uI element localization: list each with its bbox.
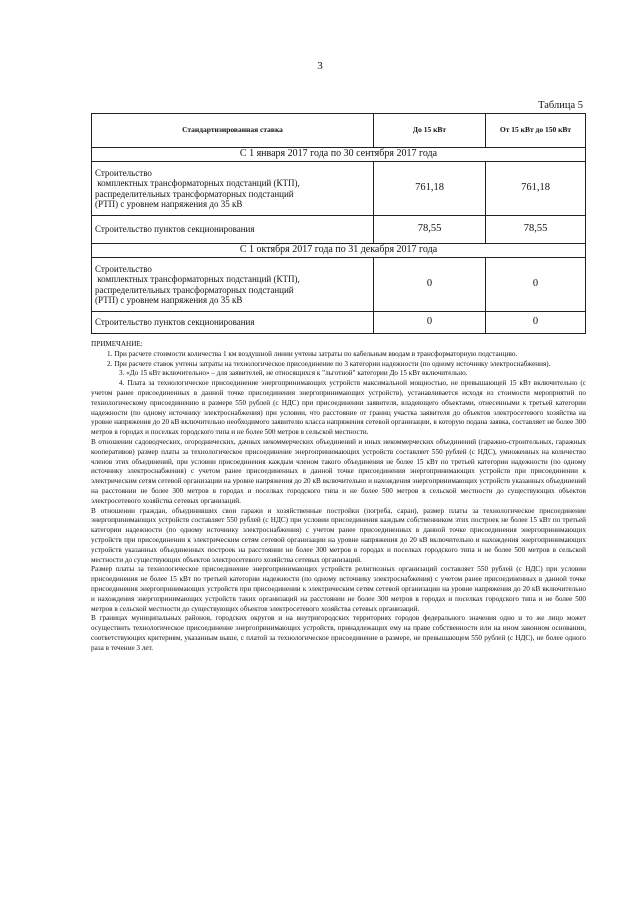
page-number: 3 [317,60,323,72]
table-caption: Таблица 5 [538,100,583,111]
notes-heading: ПРИМЕЧАНИЕ: [91,340,143,348]
note-item: 4. Плата за технологическое присоединение энергопринимающих устройств максимальной мощностью, не превышающей 15 кВт включительно (с учетом ранее присоединенных в данной точке присоединения энергопринимающих устройств), устанавливается исходя из стоимости мероприятий по технологическому присоединению в размере 550 рублей (с НДС) при присоединении заявителя, владеющего объектами, отнесенными к третьей категории надежности (по одному источнику электроснабжения) при условии, что расстояние от границ участка заявителя до объектов электросетевого хозяйства на уровне напряжения до 20 кВ включительно необходимого заявителю класса напряжения сетевой организации, в которую подана заявка, составляет не более 300 метров в городах и поселках городского типа и не более 500 метров в сельской местности. [91,379,586,437]
row-name [92,162,374,216]
tariff-table [91,113,586,334]
period-label: С 1 января 2017 года по 30 сентября 2017 года [92,148,586,162]
row-name-line: распределительных трансформаторных подстанций [95,188,294,199]
value-15-to-150kw: 0 [486,312,586,334]
header-15-to-150kw: От 15 кВт до 150 кВт [486,114,586,148]
table-row [92,258,586,312]
table-header-row [92,114,586,148]
value-15-to-150kw: 78,55 [486,216,586,244]
period-row [92,148,586,162]
row-name-line: комплектных трансформаторных подстанций (КТП), [95,178,300,188]
value-up-to-15kw: 0 [374,258,486,312]
note-paragraph: В границах муниципальных районов, городских округов и на внутригородских территориях городов федерального значения одно и то же лицо может осуществить технологическое присоединение энергопринимающих устройств, принадлежащих ему на праве собственности или на ином законном основании, соответствующих критериям, указанным выше, с платой за технологическое присоединение в размере, не превышающем 550 рублей (с НДС), не более одного раза в течение 3 лет. [91,614,586,652]
value-up-to-15kw: 0 [374,312,486,334]
note-item: 3. «До 15 кВт включительно» – для заявителей, не относящихся к "льготной" категории До 15 кВт включительно. [119,369,468,378]
table-row [92,162,586,216]
header-up-to-15kw: До 15 кВт [374,114,486,148]
row-name-line: распределительных трансформаторных подстанций [95,284,294,295]
table-row [92,216,586,244]
row-name-line: Строительство пунктов секционирования [95,317,255,328]
row-name-line: комплектных трансформаторных подстанций (КТП), [95,274,300,284]
value-15-to-150kw: 761,18 [486,162,586,216]
note-paragraph: Размер платы за технологическое присоединение энергопринимающих устройств религиозных организаций составляет 550 рублей (с НДС) при условии присоединения не более 15 кВт по третьей категории надежности (по одному источнику электроснабжения) с учетом ранее присоединенных в данной точке присоединения энергопринимающих устройств при присоединении к электрическим сетям сетевой организации на уровне напряжения до 20 кВ включительно и нахождения энергопринимающих устройств таких организаций на расстоянии не более 300 метров в городах и поселках городского типа и не более 500 метров в сельской местности до существующих объектов электросетевого хозяйства сетевых организаций. [91,565,586,613]
table-row [92,312,586,334]
row-name-line: (РТП) с уровнем напряжения до 35 кВ [95,199,243,209]
period-label: С 1 октября 2017 года по 31 декабря 2017 года [92,244,586,258]
row-name-line: (РТП) с уровнем напряжения до 35 кВ [95,295,243,305]
value-up-to-15kw: 78,55 [374,216,486,244]
note-item: 1. При расчете стоимости количества 1 км воздушной линии учтены затраты по кабельным вводам в трансформаторную подстанцию. [107,349,518,358]
period-row [92,244,586,258]
note-paragraph: В отношении садоводческих, огороднических, дачных некоммерческих объединений и иных некоммерческих объединений (гаражно-строительных, гаражных кооперативов) размер платы за технологическое присоединение энергопринимающих устройств составляет 550 рублей (с НДС), умноженных на количество членов этих объединений, при условии присоединения каждым членом такого объединения не более 15 кВт по третьей категории надежности (по одному источнику электроснабжения) с учетом ранее присоединенных в данной точке присоединения энергопринимающих устройств при присоединении к электрическим сетям сетевой организации на уровне напряжения до 20 кВ включительно и нахождения энергопринимающих устройств указанных объединений на расстоянии не более 300 метров в городах и поселках городского типа и не более 500 метров в сельской местности до существующих объектов электросетевого хозяйства сетевых организаций. [91,437,586,505]
row-name [92,216,374,244]
row-name [92,258,374,312]
notes-section [91,340,586,654]
value-up-to-15kw: 761,18 [374,162,486,216]
row-name-line: Строительство [95,263,152,274]
value-15-to-150kw: 0 [486,258,586,312]
note-item: 2. При расчете ставок учтены затраты на технологическое присоединение по 3 категории надежности (по одному источнику электроснабжения). [107,359,551,368]
row-name-line: Строительство [95,167,152,178]
note-paragraph: В отношении граждан, объединивших свои гаражи и хозяйственные постройки (погреба, сараи), размер платы за технологическое присоединение энергопринимающих устройств составляет 550 рублей (с НДС) при условии присоединения каждым собственником этих построек не более 15 кВт по третьей категории надежности (по одному источнику электроснабжения) с учетом ранее присоединенных в данной точке присоединения энергопринимающих устройств при присоединении к электрическим сетям сетевой организации на уровне напряжения до 20 кВ включительно и нахождения энергопринимающих устройств указанных объединенных построек на расстоянии не более 300 метров в городах и поселках городского типа и не более 500 метров в сельской местности до существующих объектов электросетевого хозяйства сетевых организаций. [91,506,586,564]
row-name-line: Строительство пунктов секционирования [95,224,255,235]
row-name [92,312,374,334]
header-rate: Стандартизированная ставка [92,114,374,148]
